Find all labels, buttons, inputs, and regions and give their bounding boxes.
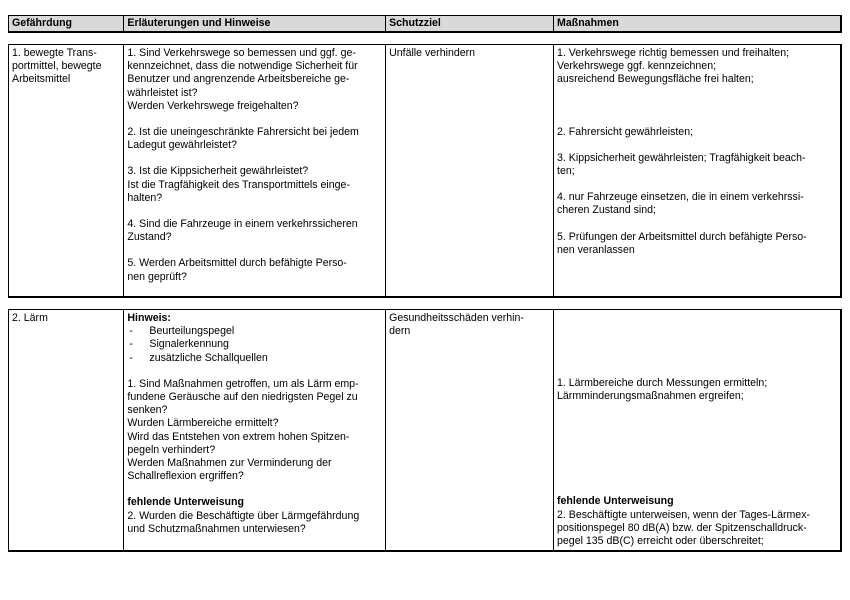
measure-5: 5. Prüfungen der Arbeitsmittel durch befähigte Perso- nen veranlassen xyxy=(557,230,807,256)
goal-cell xyxy=(386,310,554,552)
table-row xyxy=(9,45,842,297)
list-item: - zusätzliche Schallquellen xyxy=(127,352,382,365)
section-2-table xyxy=(8,309,842,552)
measures-spacer xyxy=(557,312,837,377)
header-gefaehrdung: Gefährdung xyxy=(9,16,124,33)
measure-subheading-training: fehlende Unterweisung xyxy=(557,495,674,508)
goal-text: Gesundheitsschäden verhin- dern xyxy=(389,312,524,338)
table-row xyxy=(9,310,842,552)
subheading-training: fehlende Unterweisung xyxy=(127,496,244,509)
list-item: - Beurteilungspegel xyxy=(127,325,382,338)
hint-list xyxy=(127,325,382,365)
measures-cell xyxy=(554,45,841,297)
header-massnahmen: Maßnahmen xyxy=(554,16,841,33)
measure-3: 3. Kippsicherheit gewährleisten; Tragfähigkeit beach- ten; xyxy=(557,151,806,178)
question-3: 3. Ist die Kippsicherheit gewährleistet? Ist die Tragfähigkeit des Transportmittels einge- halten? xyxy=(127,165,350,204)
hazard-cell xyxy=(9,310,124,552)
measure-2: 2. Fahrersicht gewährleisten; xyxy=(557,125,694,138)
section-1-table xyxy=(8,44,842,298)
header-row xyxy=(9,16,842,33)
goal-text: Unfälle verhindern xyxy=(389,47,476,59)
question-1: 1. Sind Verkehrswege so bemessen und ggf. ge- kennzeichnet, dass die notwendige Sicherheit für Benutzer und angrenzende Arbeitsbereiche ge- währleistet ist? Werden Verkehrswege freigehalten? xyxy=(127,47,358,112)
noise-question-1: 1. Sind Maßnahmen getroffen, um als Lärm emp- fundene Geräusche auf den niedrigsten Pegel zu senken? Wurden Lärmbereiche ermittelt? Wird das Entstehen von extrem hohen Spitzen- pegeln verhindert? Werden Maßnahmen zur Verminderung der Schallreflexion ergriffen? xyxy=(127,377,359,483)
goal-cell xyxy=(386,45,554,297)
noise-question-2: 2. Wurden die Beschäftigte über Lärmgefährdung und Schutzmaßnahmen unterwiesen? xyxy=(127,509,360,535)
explanations-cell xyxy=(124,310,386,552)
hazard-text: 1. bewegte Trans- portmittel, bewegte Arbeitsmittel xyxy=(12,47,102,86)
question-5: 5. Werden Arbeitsmittel durch befähigte Perso- nen geprüft? xyxy=(127,257,347,283)
question-4: 4. Sind die Fahrzeuge in einem verkehrssicheren Zustand? xyxy=(127,218,358,244)
question-2: 2. Ist die uneingeschränkte Fahrersicht bei jedem Ladegut gewährleistet? xyxy=(127,126,359,152)
hazard-text: 2. Lärm xyxy=(12,312,48,324)
measures-cell xyxy=(554,310,841,552)
measure-1: 1. Verkehrswege richtig bemessen und freihalten; Verkehrswege ggf. kennzeichnen; ausreichend Bewegungsfläche frei halten; xyxy=(557,47,790,86)
measure-4: 4. nur Fahrzeuge einsetzen, die in einem verkehrssi- cheren Zustand sind; xyxy=(557,191,804,217)
header-table xyxy=(8,15,842,33)
hazard-cell xyxy=(9,45,124,297)
list-item: - Signalerkennung xyxy=(127,338,382,351)
hint-label: Hinweis: xyxy=(127,312,171,324)
explanations-cell xyxy=(124,45,386,297)
noise-measure-2: 2. Beschäftigte unterweisen, wenn der Tages-Lärmex- positionspegel 80 dB(A) bzw. der Spitzenschalldruck- pegel 135 dB(C) erreicht oder überschreitet; xyxy=(557,508,811,548)
header-schutzziel: Schutzziel xyxy=(386,16,554,33)
header-erlaeuterungen: Erläuterungen und Hinweise xyxy=(124,16,386,33)
noise-measure-1: 1. Lärmbereiche durch Messungen ermitteln; Lärmminderungsmaßnahmen ergreifen; xyxy=(557,377,768,403)
